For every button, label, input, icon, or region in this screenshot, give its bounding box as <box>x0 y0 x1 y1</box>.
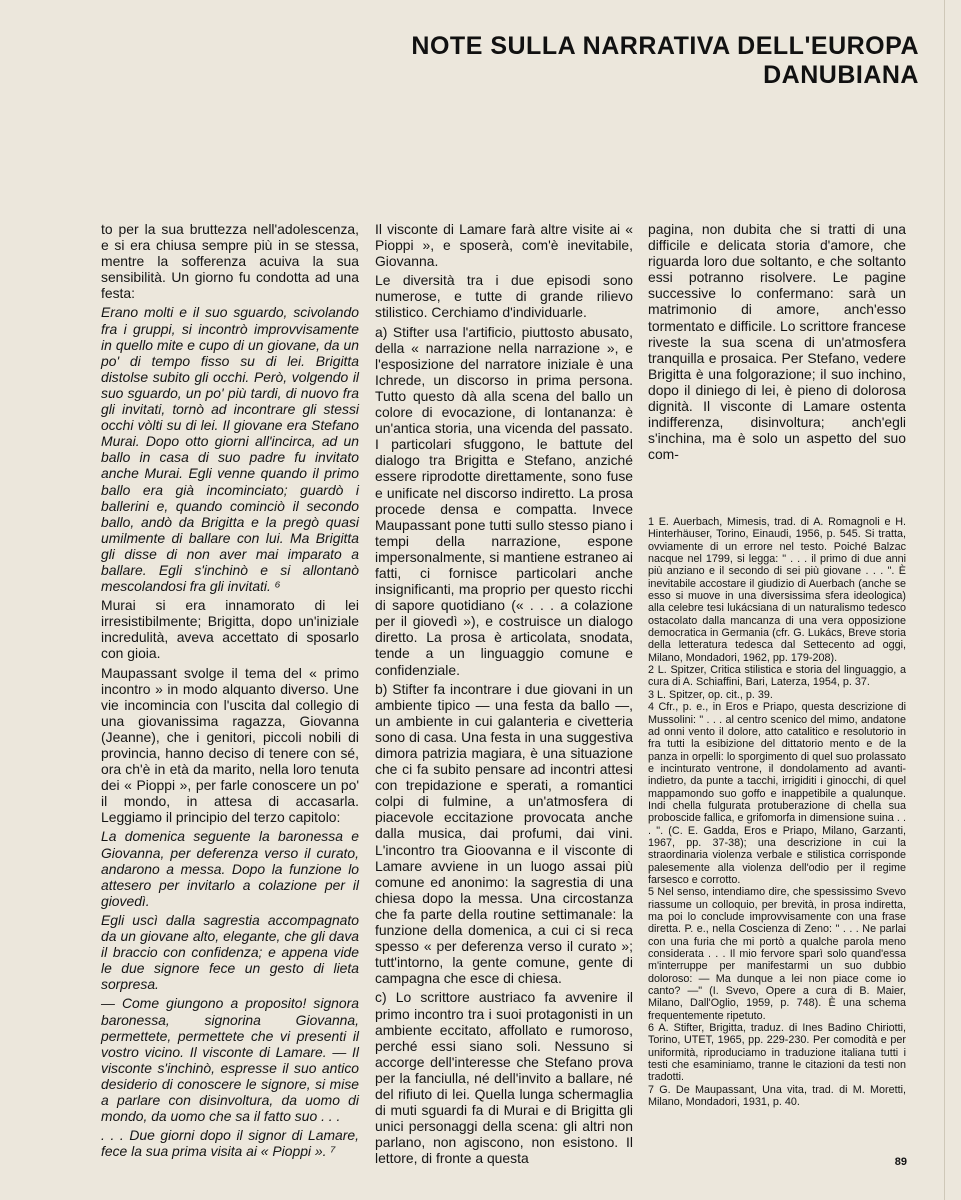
title-line-1: NOTE SULLA NARRATIVA DELL'EUROPA <box>411 32 919 60</box>
page-edge <box>944 0 945 1200</box>
article-title <box>411 32 919 90</box>
paragraph: c) Lo scrittore austriaco fa avvenire il primo incontro tra i suoi protagonisti in un ambiente eccitato, affollato e rumoroso, perché essi siano soli. Nessuno si accorge dell'interesse che Stefano prova per la fanciulla, né dell'invito a ballare, né del rifiuto di lei. Quella lunga schermaglia di muti sguardi fa di Murai e di Brigitta gli unici personaggi della scena: gli altri non parlano, non agiscono, non esistono. Il lettore, di fronte a questa <box>375 989 633 1167</box>
footnote: 4 Cfr., p. e., in Eros e Priapo, questa descrizione di Mussolini: " . . . al centro scenico del mimo, andatone ad onni vento il dolore, atto catalitico e resolutorio in fra tutti la esibizione del dittatorio mento e de la panza in orpelli: lo sporgimento di quel suo prolassato e incinturato ventrone, il dondolamento ad avanti-indietro, da punte a tacchi, irrigiditi i ginocchi, di quel mappamondo suo goffo e inappetibile a qualunque. Indi chella fulgurata protuberazione di chella sua proboscide fallica, e grifomorfa in dimensione suina . . . ". (C. E. Gadda, Eros e Priapo, Milano, Garzanti, 1967, pp. 37-38); una descrizione in cui la straordinaria violenza verbale e stilistica corrisponde palesemente alla violenza dell'odio per il regime farsesco e corrotto. <box>648 701 906 886</box>
footnote: 2 L. Spitzer, Critica stilistica e storia del linguaggio, a cura di A. Schiaffini, Bari, Laterza, 1954, p. 37. <box>648 664 906 689</box>
paragraph: Il visconte di Lamare farà altre visite ai « Pioppi », e sposerà, com'è inevitabile, Giovanna. <box>375 221 633 270</box>
paragraph: pagina, non dubita che si tratti di una difficile e delicata storia d'amore, che riguarda loro due soltanto, e che soltanto essi potranno risolvere. Le pagine successive lo confermano: sarà un matrimonio di amore, anch'esso tormentato e difficile. Lo scrittore francese riveste la sua scena di un'atmosfera tranquilla e prosaica. Per Stefano, vedere Brigitta è una folgorazione; il suo inchino, dopo il diniego di lei, è pieno di dolorosa dignità. Il visconte di Lamare ostenta indifferenza, disinvoltura; anch'egli s'inchina, ma è solo un aspetto del suo com- <box>648 221 906 463</box>
quote-paragraph: Erano molti e il suo sguardo, scivolando fra i gruppi, si incontrò improvvisamente in quello mite e cupo di un giovane, da un po' di tempo fisso su di lei. Brigitta distolse subito gli occhi. Però, volgendo il suo sguardo, un po' più tardi, di nuovo fra gli invitati, tornò ad incontrare gli stessi occhi vòlti su di lei. Il giovane era Stefano Murai. Dopo otto giorni all'incirca, ad un ballo in casa di suo padre fu invitato anche Murai. Egli venne quando il primo ballo era già incominciato; guardò i ballerini e, quando cominciò il secondo ballo, andò da Brigitta e la pregò quasi umilmente di ballare con lui. Ma Brigitta gli disse di non aver mai imparato a ballare. Egli s'inchinò e si allontanò mescolandosi fra gli invitati. ⁶ <box>101 304 359 595</box>
paragraph: Murai si era innamorato di lei irresistibilmente; Brigitta, dopo un'iniziale incredulità, aveva accettato di sposarlo con gioia. <box>101 597 359 662</box>
quote-paragraph: Egli uscì dalla sagrestia accompagnato da un giovane alto, elegante, che gli dava il braccio con confidenza; e appena vide le due signore fece un gesto di lieta sorpresa. <box>101 911 359 993</box>
quote-paragraph: . . . Due giorni dopo il signor di Lamare, fece la sua prima visita ai « Pioppi ». ⁷ <box>101 1127 359 1160</box>
footnote: 7 G. De Maupassant, Una vita, trad. di M. Moretti, Milano, Mondadori, 1931, p. 40. <box>648 1083 906 1109</box>
footnote: 1 E. Auerbach, Mimesis, trad. di A. Romagnoli e H. Hinterhäuser, Torino, Einaudi, 1956, p. 545. Si tratta, ovviamente di un errore nel testo. Poiché Balzac nacque nel 1799, si legga: " . . . il primo di due anni più anziano e il secondo di sei più giovane . . . ". È inevitabile accostare il giudizio di Auerbach (anche se esso si muove in una diversissima sfera ideologica) alla celebre tesi lukácsiana di un naturalismo tedesco ostacolato dalla mancanza di una vera opposizione democratica in Germania (cfr. G. Lukács, Breve storia della letteratura tedesca dal Settecento ad oggi, Milano, Mondadori, 1962, pp. 179-208). <box>648 516 906 664</box>
paragraph: Le diversità tra i due episodi sono numerose, e tutte di grande rilievo stilistico. Cerchiamo d'individuarle. <box>375 272 633 321</box>
quote-paragraph: — Come giungono a proposito! signora baronessa, signorina Giovanna, permettete, permettete che vi presenti il vostro vicino. Il visconte di Lamare. — Il visconte s'inchinò, espresse il suo antico desiderio di conoscere le signore, si mise a parlare con disinvoltura, da uomo di mondo, da uomo che sa il fatto suo . . . <box>101 995 359 1125</box>
paragraph: a) Stifter usa l'artificio, piuttosto abusato, della « narrazione nella narrazione », e l'esposizione del narratore iniziale è una Ichrede, un discorso in prima persona. Tutto questo dà alla scena del ballo un colore di evocazione, di lontananza: è un'antica storia, una vicenda del passato. I particolari sfuggono, le battute del dialogo tra Brigitta e Stefano, anziché essere riprodotte direttamente, sono fuse e unificate nel discorso indiretto. La prosa procede densa e compatta. Invece Maupassant pone tutti sullo stesso piano i tempi della narrazione, espone impersonalmente, si mantiene estraneo ai fatti, ci fornisce particolari anche insignificanti, ma proprio per questo ricchi di sapore quotidiano (« . . . a colazione per il giovedì »), e costruisce un dialogo diretto. La prosa è articolata, snodata, tende a un linguaggio comune e confidenziale. <box>375 323 633 678</box>
column-2 <box>375 221 633 1169</box>
quote-paragraph: La domenica seguente la baronessa e Giovanna, per deferenza verso il curato, andarono a messa. Dopo la funzione lo attesero per invitarlo a colazione per il giovedì. <box>101 828 359 909</box>
paragraph: b) Stifter fa incontrare i due giovani in un ambiente tipico — una festa da ballo —, un ambiente in cui galanteria e civetteria sono di casa. Una festa in una suggestiva dimora patrizia magiara, è una situazione che ci fa subito pensare ad incontri attesi con trepidazione e sperati, a romantici colpi di fulmine, a un'atmosfera di piacevole eccitazione provocata anche dalla musica, dai profumi, dai vini. L'incontro tra Gioovanna e il visconte di Lamare avviene in un luogo assai più comune ed anonimo: la sagrestia di una chiesa dopo la messa. Una circostanza che fa parte della routine settimanale: la funzione della domenica, a cui ci si reca spesso « per deferenza verso il curato »; tutt'intorno, la gente comune, gente di campagna che esce di chiesa. <box>375 680 633 987</box>
paragraph: to per la sua bruttezza nell'adolescenza, e si era chiusa sempre più in se stessa, mentre la sofferenza acuiva la sua sensibilità. Un giorno fu condotta ad una festa: <box>101 221 359 302</box>
page-number: 89 <box>894 1156 907 1168</box>
column-1 <box>101 221 359 1162</box>
footnote: 6 A. Stifter, Brigitta, traduz. di Ines Badino Chiriotti, Torino, UTET, 1965, pp. 229-230. Per comodità e per uniformità, riproduciamo in traduzione italiana tutti i testi che esaminiamo, tranne le citazioni da testi non tradotti. <box>648 1022 906 1084</box>
footnote: 3 L. Spitzer, op. cit., p. 39. <box>648 688 773 701</box>
paragraph: Maupassant svolge il tema del « primo incontro » in modo alquanto diverso. Une vie incomincia con l'uscita dal collegio di una giovanissima ragazza, Giovanna (Jeanne), che i genitori, piccoli nobili di provincia, hanno deciso di tenere con sé, ora ch'è in età da marito, nella loro tenuta dei « Pioppi », per farle conoscere un po' il mondo, in attesa di accasarla. Leggiamo il principio del terzo capitolo: <box>101 664 359 826</box>
footnotes <box>648 516 906 1109</box>
title-line-2: DANUBIANA <box>763 61 919 89</box>
footnote: 5 Nel senso, intendiamo dire, che spessissimo Svevo riassume un colloquio, per brevità, in prosa indiretta, ma poi lo conclude improvvisamente con una frase diretta. P. e., nella Coscienza di Zeno: " . . . Ne parlai con una furia che mi portò a qualche parola meno considerata . . . Il mio fervore sparì solo quand'essa m'interruppe per manifestarmi un suo dubbio doloroso: — Ma dunque a lei non piace come io canto? —" (I. Svevo, Opere a cura di B. Maier, Milano, Dall'Oglio, 1959, p. 748). È una schema frequentemente ripetuto. <box>648 886 906 1022</box>
column-3 <box>648 221 906 465</box>
